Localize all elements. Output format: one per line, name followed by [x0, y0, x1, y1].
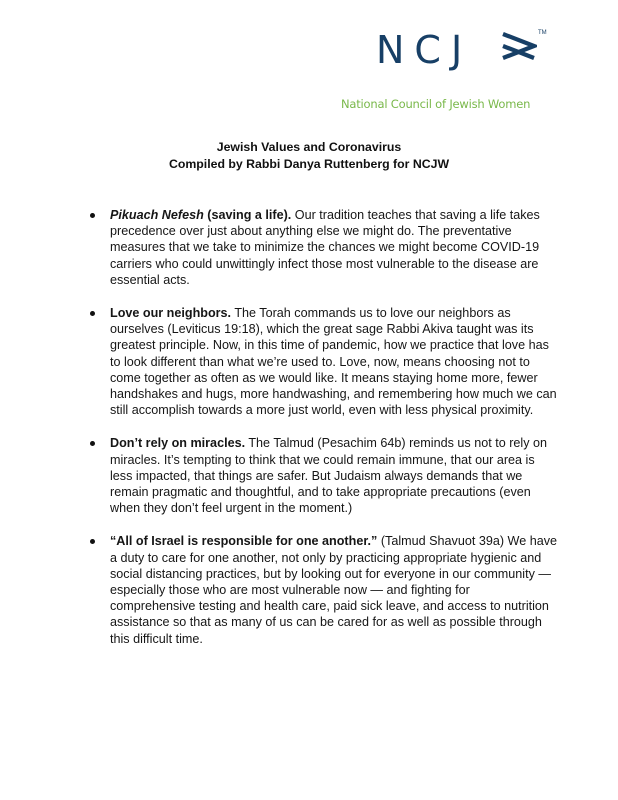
trademark-symbol: TM: [538, 30, 547, 36]
item-body: The Torah commands us to love our neighbors as ourselves (Leviticus 19:18), which the great sage Rabbi Akiva taught was its greatest principle. Now, in this time of pandemic, how we practice that love has to look different than what we’re used to. Love, now, means choosing not to come together as often as we would like. It means staying home more, fewer handshakes and hugs, more handwashing, and remembering how much we can still accomplish towards a more just world, even with less physical proximity.: [110, 306, 557, 418]
item-heading-suffix: (saving a life).: [203, 208, 292, 222]
logo-letters: NCJ: [376, 28, 473, 72]
bullet-icon: [90, 311, 95, 316]
item-body: The Talmud (Pesachim 64b) reminds us not to rely on miracles. It’s tempting to think that we could remain immune, that our area is less impacted, that things are safer. But Judaism always demands that we remain pragmatic and thoughtful, and to take appropriate precautions (even when they don’t feel urgent in the moment.): [110, 436, 548, 516]
bullet-icon: [90, 213, 95, 218]
bullet-icon: [90, 539, 95, 544]
bullet-icon: [90, 441, 95, 446]
list-item: [87, 533, 557, 646]
w-chevron-mark-icon: [501, 32, 537, 70]
item-heading: “All of Israel is responsible for one another.”: [110, 534, 378, 549]
document-title-block: [0, 139, 618, 173]
item-heading: Love our neighbors.: [110, 306, 232, 321]
document-subtitle: Compiled by Rabbi Danya Ruttenberg for NCJW: [168, 157, 450, 171]
document-title: Jewish Values and Coronavirus: [216, 140, 402, 154]
ncjw-logo: [376, 28, 576, 78]
item-body: (Talmud Shavuot 39a) We have a duty to care for one another, not only by practicing appropriate hygienic and social distancing practices, but by looking out for everyone in our community — especially those who are most vulnerable now — and fighting for comprehensive testing and health care, paid sick leave, and access to nutrition assistance so that as many of us can be cared for as well as possible through this difficult time.: [110, 534, 558, 646]
list-item: [87, 207, 557, 288]
list-item: [87, 435, 557, 516]
values-list: [87, 207, 557, 664]
organization-tagline: National Council of Jewish Women: [341, 97, 531, 111]
item-body: Our tradition teaches that saving a life takes precedence over just about anything else we might do. The preventative measures that we take to minimize the chances we might become COVID-19 carriers who could unwittingly infect those most vulnerable to the disease are essential acts.: [110, 208, 540, 287]
item-heading: Don’t rely on miracles.: [110, 436, 246, 451]
list-item: [87, 305, 557, 418]
item-heading: Pikuach Nefesh: [110, 208, 204, 222]
